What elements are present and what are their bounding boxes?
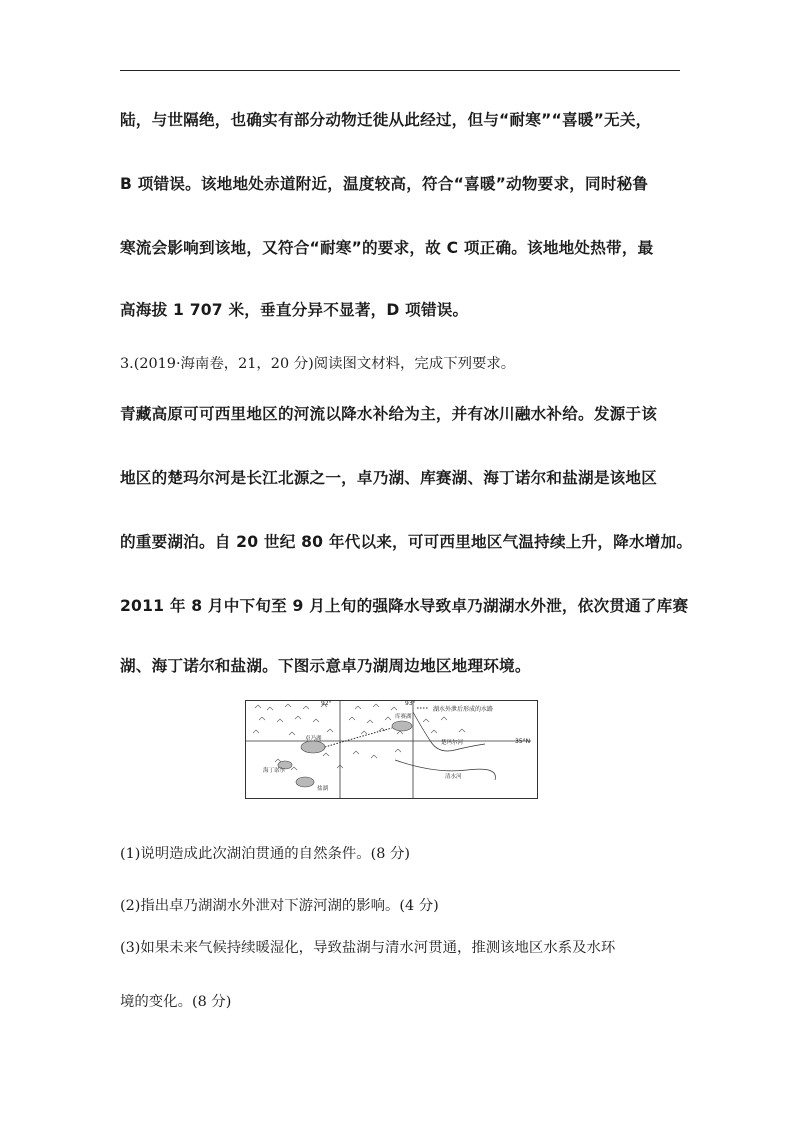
material-line-4: 2011 年 8 月中下旬至 9 月上旬的强降水导致卓乃湖湖水外泄，依次贯通了库赛: [120, 597, 689, 615]
lon-right-label: 93°: [405, 700, 416, 707]
lake-yanhu: [296, 777, 314, 787]
lon-left-label: 92°: [321, 700, 332, 707]
lake-zhuonai: [301, 741, 325, 753]
label-qingshui: 清水河: [445, 774, 462, 780]
material-line-1: 青藏高原可可西里地区的河流以降水补给为主，并有冰川融水补给。发源于该: [120, 405, 657, 423]
label-chumar: 楚玛尔河: [441, 740, 464, 746]
explanation-line-2: B 项错误。该地地处赤道附近，温度较高，符合“喜暖”动物要求，同时秘鲁: [120, 175, 649, 193]
legend-text: 湖水外泄后形成的水路: [433, 706, 494, 713]
lake-kusai: [392, 721, 412, 731]
lat-label: 35°N: [515, 738, 531, 745]
question-3-line-2: 境的变化。(8 分): [120, 994, 232, 1010]
material-line-3: 的重要湖泊。自 20 世纪 80 年代以来，可可西里地区气温持续上升，降水增加。: [120, 533, 693, 551]
map-frame: [246, 701, 538, 799]
label-zhuonai: 卓乃湖: [305, 736, 322, 742]
material-line-2: 地区的楚玛尔河是长江北源之一，卓乃湖、库赛湖、海丁诺尔和盐湖是该地区: [120, 469, 657, 487]
header-rule: [120, 70, 680, 71]
question-3-line-1: (3)如果未来气候持续暖湿化，导致盐湖与清水河贯通，推测该地区水系及水环: [120, 940, 616, 956]
lake-region-map: [245, 700, 538, 799]
explanation-line-1: 陆，与世隔绝，也确实有部分动物迁徙从此经过，但与“耐寒”“喜暖”无关，: [120, 111, 652, 129]
material-line-5: 湖、海丁诺尔和盐湖。下图示意卓乃湖周边地区地理环境。: [120, 657, 531, 675]
label-kusai: 库赛湖: [395, 714, 412, 720]
label-yanhu: 盐湖: [317, 786, 329, 792]
explanation-line-4: 高海拔 1 707 米，垂直分异不显著，D 项错误。: [120, 301, 469, 319]
explanation-line-3: 寒流会影响到该地，又符合“耐寒”的要求，故 C 项正确。该地地处热带，最: [120, 239, 654, 257]
question-header: 3.(2019·海南卷，21，20 分)阅读图文材料，完成下列要求。: [120, 356, 516, 372]
question-2: (2)指出卓乃湖湖水外泄对下游河湖的影响。(4 分): [120, 898, 439, 914]
label-haiding: 海丁诺尔: [263, 768, 286, 774]
question-1: (1)说明造成此次湖泊贯通的自然条件。(8 分): [120, 846, 410, 862]
